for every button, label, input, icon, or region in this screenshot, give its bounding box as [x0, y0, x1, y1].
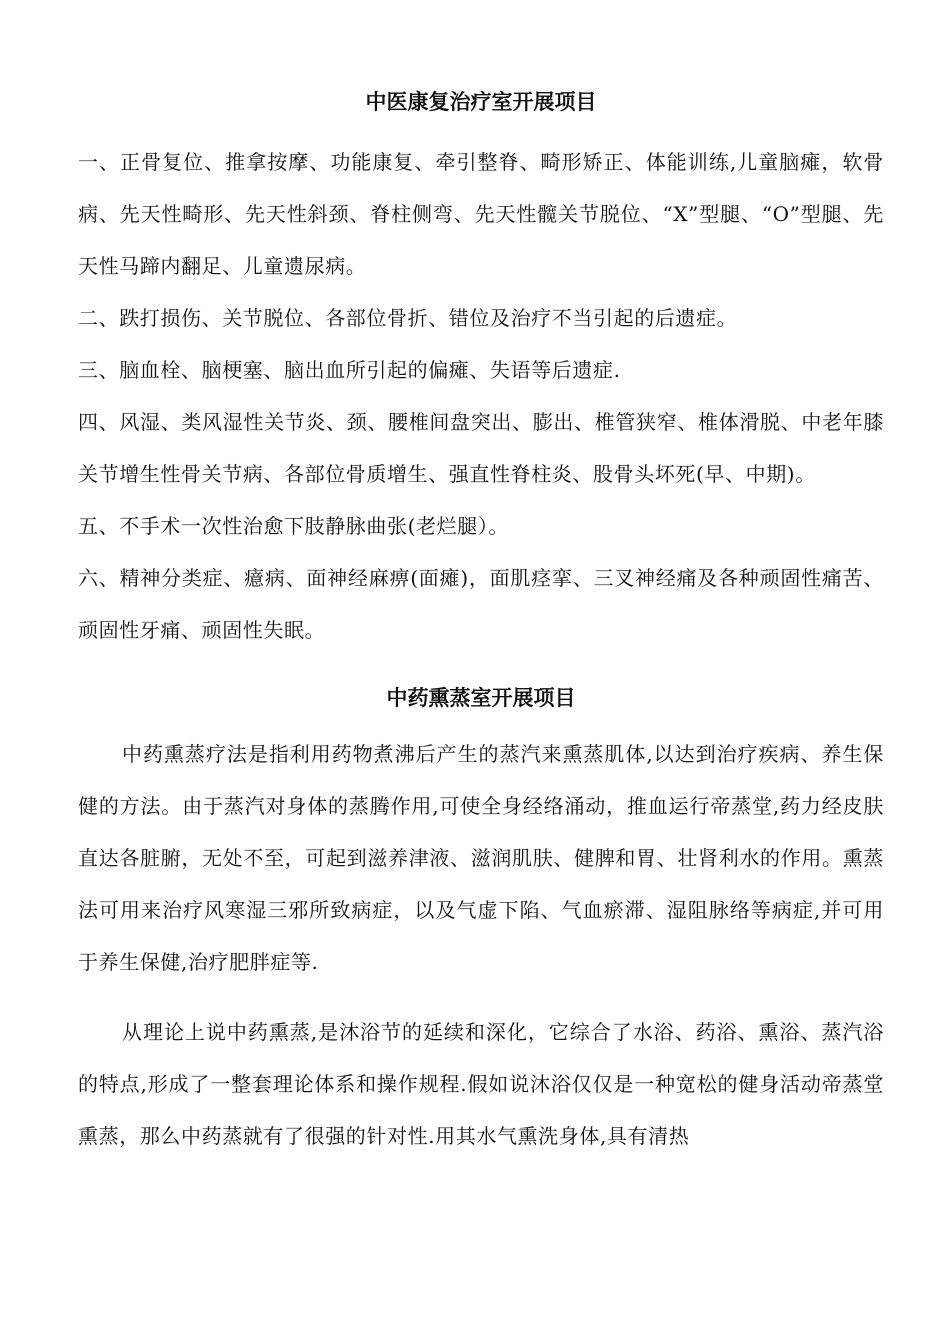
- section-title-rehab: 中医康复治疗室开展项目: [365, 90, 597, 114]
- fumigation-body: [78, 728, 884, 1162]
- fumigation-paragraph-1: 中药熏蒸疗法是指利用药物煮沸后产生的蒸汽来熏蒸肌体,以达到治疗疾病、养生保健的方法。由于蒸汽对身体的蒸腾作用,可使全身经络涌动，推血运行帝蒸堂,药力经皮肤直达各脏腑，无处不至，可起到滋养津液、滋润肌肤、健脾和胃、壮肾利水的作用。熏蒸法可用来治疗风寒湿三邪所致病症，以及气虚下陷、气血瘀滞、湿阻脉络等病症,并可用于养生保健,治疗肥胖症等.: [78, 742, 884, 974]
- rehab-item-3: 三、脑血栓、脑梗塞、脑出血所引起的偏瘫、失语等后遗症.: [78, 358, 621, 382]
- rehab-item-6: 六、精神分类症、癔病、面神经麻痹(面瘫)，面肌痉挛、三叉神经痛及各种顽固性痛苦、顽固性牙痛、顽固性失眠。: [78, 566, 884, 642]
- rehab-item-1: 一、正骨复位、推拿按摩、功能康复、牵引整脊、畸形矫正、体能训练,儿童脑瘫，软骨病、先天性畸形、先天性斜颈、脊柱侧弯、先天性髋关节脱位、“X”型腿、“O”型腿、先天性马蹄内翻足、儿童遗尿病。: [78, 150, 884, 278]
- section-title-fumigation: 中药熏蒸室开展项目: [386, 686, 576, 710]
- fumigation-paragraph-2: 从理论上说中药熏蒸,是沐浴节的延续和深化，它综合了水浴、药浴、熏浴、蒸汽浴的特点,形成了一整套理论体系和操作规程.假如说沐浴仅仅是一种宽松的健身活动帝蒸堂熏蒸，那么中药蒸就有了很强的针对性.用其水气熏洗身体,具有清热: [78, 1020, 884, 1148]
- rehab-item-list: [78, 136, 884, 656]
- document-page: [78, 82, 884, 1162]
- rehab-item-5: 五、不手术一次性治愈下肢静脉曲张(老烂腿）。: [78, 514, 510, 538]
- rehab-item-4: 四、风湿、类风湿性关节炎、颈、腰椎间盘突出、膨出、椎管狭窄、椎体滑脱、中老年膝关节增生性骨关节病、各部位骨质增生、强直性脊柱炎、股骨头坏死(早、中期)。: [78, 410, 884, 486]
- rehab-item-2: 二、跌打损伤、关节脱位、各部位骨折、错位及治疗不当引起的后遗症。: [78, 306, 738, 330]
